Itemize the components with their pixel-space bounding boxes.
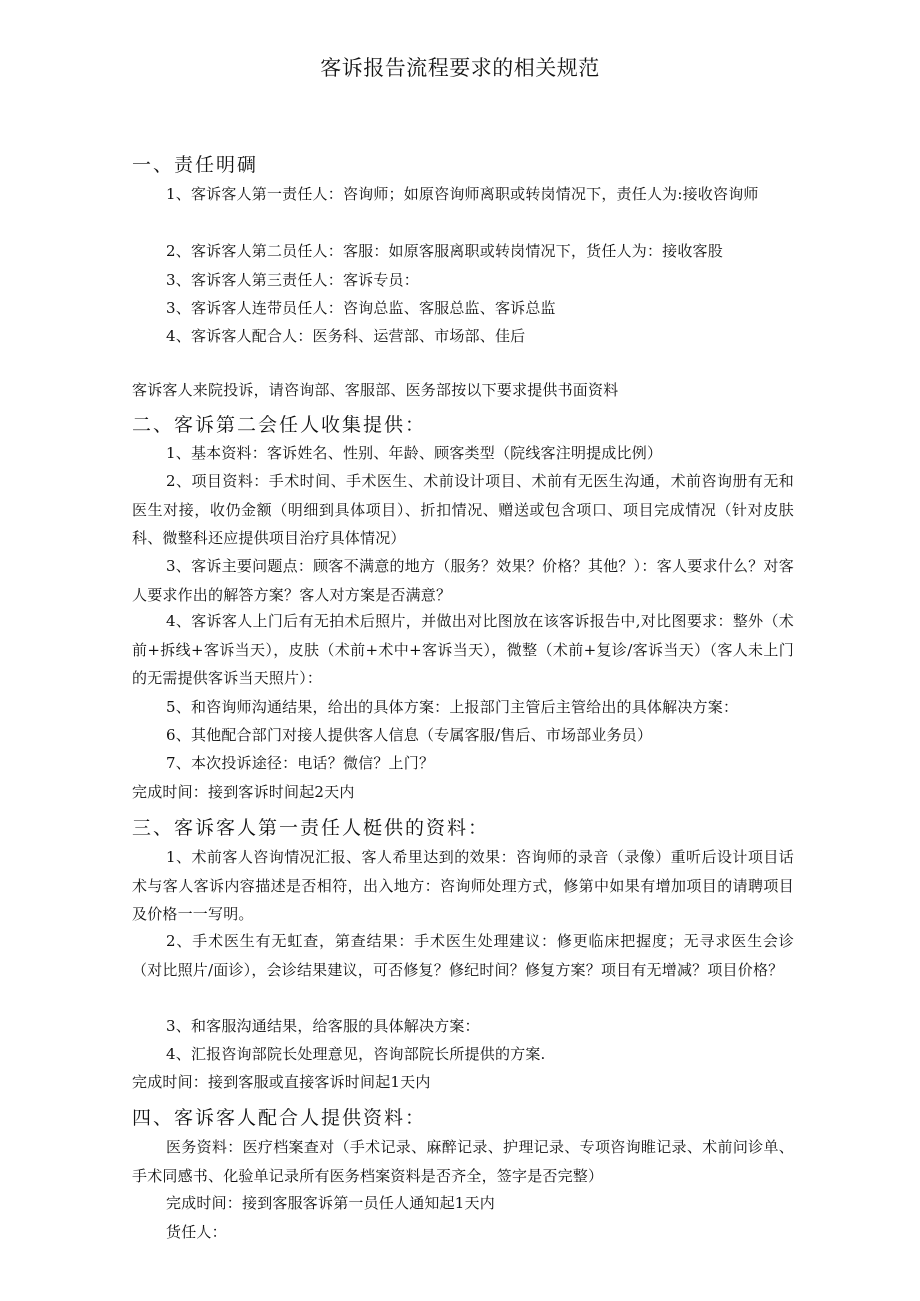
section-3-item-4: 4、汇报咨询部院长处理意见，咨询部院长所提供的方案. [166, 1045, 546, 1063]
section-2-item-7: 7、本次投诉途径：电话？微信？上门？ [166, 754, 435, 772]
section-1-item-5: 4、客诉客人配合人：医务科、运营部、市场部、佳后 [166, 327, 526, 345]
section-4-heading: 四、客诉客人配合人提供资料： [132, 1107, 427, 1129]
section-2-item-6: 6、其他配合部门对接人提供客人信息（专属客服/售后、市场部业务员） [166, 726, 653, 744]
section-4-item-1: 医务资料：医疗档案查对（手术记录、麻醉记录、护理记录、专项咨询睢记录、术前问诊单、手术同感书、化验单记录所有医务档案资料是否齐全，签字是否完整） [132, 1138, 794, 1185]
section-2-heading: 二、客诉第二会任人收集提供： [132, 414, 427, 436]
section-2-intro: 客诉客人来院投诉，请咨询部、客服部、医务部按以下要求提供书面资料 [132, 381, 619, 399]
section-3-item-2: 2、手术医生有无虹查，第查结果：手术医生处理建议：修更临床把握度；无寻求医生会诊（对比照片/面诊），会诊结果建议，可否修复？修纪时间？修复方案？项目有无增减？项目价格？ [132, 932, 794, 979]
section-3-item-3: 3、和客服沟通结果，给客服的具体解决方案： [166, 1017, 480, 1035]
section-1-item-3: 3、客诉客人第三责任人：客诉专员： [166, 271, 419, 289]
section-1-heading: 一、责任明碉 [132, 154, 259, 176]
section-2-item-3: 3、客诉主要问题点：顾客不满意的地方（服务？效果？价格？其他？）：客人要求什么？对客人要求作出的解答方案？客人对方案是否满意？ [132, 557, 794, 604]
section-3-item-1: 1、术前客人咨询情况汇报、客人希里达到的效果：咨询师的录音（录像）重听后设计项目话术与客人客诉内容描述是否相符，出入地方：咨询师处理方式，修第中如果有增加项目的请聘项目及价格一一写明。 [132, 848, 794, 924]
section-3-completion: 完成时间：接到客服或直接客诉时间起1天内 [132, 1073, 431, 1091]
section-2-completion: 完成时间：接到客诉时间起2天内 [132, 783, 355, 801]
document-title: 客诉报告流程要求的相关规范 [320, 56, 600, 80]
section-2-item-2: 2、项目资料：手术时间、手术医生、术前设计项目、术前有无医生沟通，术前咨询册有无和医生对接，收仍金额（明细到具体项目）、折扣情况、赠送或包含项口、项目完成情况（针对皮肤科、微整科还应提供项目治疗具体情况） [132, 472, 794, 548]
section-4-item-3: 货任人： [166, 1223, 227, 1241]
section-4-item-2: 完成时间：接到客服客诉第一员任人通知起1天内 [166, 1194, 495, 1212]
section-3-heading: 三、客诉客人第一责任人梃供的资料： [132, 817, 490, 839]
section-2-item-1: 1、基本资料：客诉姓名、性别、年龄、顾客类型（院线客注明提成比例） [166, 444, 663, 462]
section-1-item-1: 1、客诉客人第一责任人：咨询师；如原咨询师离职或转岗情况下，责任人为:接收咨询师 [166, 185, 759, 203]
section-1-item-2: 2、客诉客人第二员任人：客服：如原客服离职或转岗情况下，货任人为：接收客股 [166, 242, 723, 260]
section-1-item-4: 3、客诉客人连带员任人：咨询总监、客服总监、客诉总监 [166, 299, 556, 317]
section-2-item-4: 4、客诉客人上门后有无拍术后照片，并做出对比图放在该客诉报告中,对比图要求：整外（术前+拆线+客诉当天），皮肤（术前+术中+客诉当天），微整（术前+复诊/客诉当天）（客人未上门的无需提供客诉当天照片）： [132, 612, 794, 688]
section-2-item-5: 5、和咨询师沟通结果，给出的具体方案：上报部门主管后主管给出的具体解决方案： [166, 698, 739, 716]
